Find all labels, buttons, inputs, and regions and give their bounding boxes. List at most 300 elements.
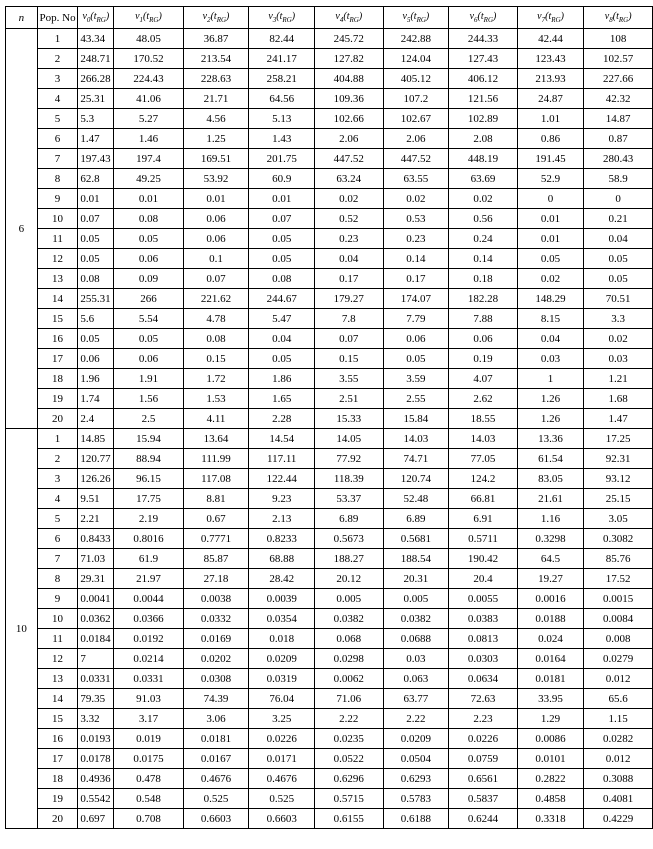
value-cell: 4.07 [449, 369, 518, 389]
pop-no-cell: 12 [37, 249, 78, 269]
value-cell: 0.0016 [517, 589, 584, 609]
value-cell: 182.28 [449, 289, 518, 309]
value-cell: 0.01 [183, 189, 249, 209]
value-cell: 0.0382 [383, 609, 449, 629]
table-row [6, 409, 653, 429]
value-cell: 0.06 [114, 249, 183, 269]
var-argument: t [279, 11, 283, 22]
value-cell: 88.94 [114, 449, 183, 469]
value-cell: 3.59 [383, 369, 449, 389]
value-cell: 0.01 [249, 189, 315, 209]
value-cell: 85.87 [183, 549, 249, 569]
value-cell: 0.0164 [517, 649, 584, 669]
var-argument-subscript: RG [216, 16, 227, 24]
value-cell: 0.012 [584, 749, 653, 769]
value-cell: 0.6561 [449, 769, 518, 789]
value-cell: 63.24 [315, 169, 384, 189]
value-cell: 0.52 [315, 209, 384, 229]
var-symbol: v [268, 11, 273, 22]
value-cell: 7.79 [383, 309, 449, 329]
value-cell: 2.22 [383, 709, 449, 729]
table-row [6, 289, 653, 309]
value-cell: 9.51 [78, 489, 114, 509]
value-cell: 0.05 [517, 249, 584, 269]
table-row [6, 489, 653, 509]
table-row [6, 749, 653, 769]
value-cell: 0.0015 [584, 589, 653, 609]
table-row [6, 29, 653, 49]
table-row [6, 709, 653, 729]
value-cell: 117.08 [183, 469, 249, 489]
value-cell: 6.89 [383, 509, 449, 529]
value-cell: 0.02 [584, 329, 653, 349]
value-cell: 0.4858 [517, 789, 584, 809]
value-cell: 0.86 [517, 129, 584, 149]
var-argument-subscript: RG [483, 16, 494, 24]
value-cell: 197.4 [114, 149, 183, 169]
table-body [6, 29, 653, 829]
value-cell: 0.18 [449, 269, 518, 289]
value-cell: 0.06 [114, 349, 183, 369]
value-cell: 1.21 [584, 369, 653, 389]
table-row [6, 389, 653, 409]
v2-header: $v_2(t_{RG})$ [183, 7, 249, 29]
results-table [5, 6, 653, 829]
value-cell: 0.1 [183, 249, 249, 269]
table-row [6, 769, 653, 789]
value-cell: 52.48 [383, 489, 449, 509]
v4-header: $v_4(t_{RG})$ [315, 7, 384, 29]
value-cell: 123.43 [517, 49, 584, 69]
value-cell: 241.17 [249, 49, 315, 69]
value-cell: 0.07 [78, 209, 114, 229]
value-cell: 0.6293 [383, 769, 449, 789]
value-cell: 244.33 [449, 29, 518, 49]
value-cell: 124.2 [449, 469, 518, 489]
value-cell: 0.08 [249, 269, 315, 289]
value-cell: 1.47 [584, 409, 653, 429]
value-cell: 0.0688 [383, 629, 449, 649]
value-cell: 0.04 [249, 329, 315, 349]
value-cell: 244.67 [249, 289, 315, 309]
value-cell: 102.67 [383, 109, 449, 129]
value-cell: 0.0167 [183, 749, 249, 769]
var-argument: t [616, 11, 619, 22]
value-cell: 14.54 [249, 429, 315, 449]
value-cell: 0.02 [449, 189, 518, 209]
value-cell: 53.92 [183, 169, 249, 189]
table-row [6, 469, 653, 489]
value-cell: 0.07 [315, 329, 384, 349]
value-cell: 2.06 [315, 129, 384, 149]
value-cell: 0.0319 [249, 669, 315, 689]
value-cell: 3.32 [78, 709, 114, 729]
pop-no-cell: 14 [37, 689, 78, 709]
pop-no-cell: 1 [37, 429, 78, 449]
value-cell: 0.0331 [78, 669, 114, 689]
value-cell: 0.08 [183, 329, 249, 349]
value-cell: 0.3082 [584, 529, 653, 549]
value-cell: 404.88 [315, 69, 384, 89]
value-cell: 83.05 [517, 469, 584, 489]
table-row [6, 369, 653, 389]
value-cell: 53.37 [315, 489, 384, 509]
pop-no-cell: 18 [37, 769, 78, 789]
value-cell: 3.55 [315, 369, 384, 389]
value-cell: 0.01 [517, 229, 584, 249]
value-cell: 228.63 [183, 69, 249, 89]
value-cell: 14.87 [584, 109, 653, 129]
value-cell: 1.56 [114, 389, 183, 409]
var-argument-subscript: RG [349, 16, 359, 24]
value-cell: 1.65 [249, 389, 315, 409]
table-row [6, 789, 653, 809]
var-index: 7 [541, 16, 546, 24]
value-cell: 0.01 [517, 209, 584, 229]
value-cell: 0.8233 [249, 529, 315, 549]
var-symbol: v [604, 11, 610, 22]
value-cell: 0.05 [78, 329, 114, 349]
value-cell: 0.5783 [383, 789, 449, 809]
value-cell: 0.15 [183, 349, 249, 369]
value-cell: 1.15 [584, 709, 653, 729]
v5-header: $v_5(t_{RG})$ [383, 7, 449, 29]
value-cell: 1.25 [183, 129, 249, 149]
value-cell: 266 [114, 289, 183, 309]
var-index: 0 [86, 16, 91, 24]
pop-no-cell: 11 [37, 629, 78, 649]
value-cell: 0.87 [584, 129, 653, 149]
value-cell: 1.86 [249, 369, 315, 389]
value-cell: 14.85 [78, 429, 114, 449]
value-cell: 0.4676 [183, 769, 249, 789]
pop-no-cell: 13 [37, 269, 78, 289]
var-argument-subscript: RG [618, 16, 629, 24]
value-cell: 3.17 [114, 709, 183, 729]
var-argument-subscript: RG [416, 16, 426, 24]
pop-no-cell: 8 [37, 569, 78, 589]
table-row [6, 109, 653, 129]
value-cell: 0.0169 [183, 629, 249, 649]
var-symbol: v [402, 11, 407, 22]
value-cell: 20.4 [449, 569, 518, 589]
n-group-cell: 10 [6, 429, 38, 829]
value-cell: 0.018 [249, 629, 315, 649]
value-cell: 72.63 [449, 689, 518, 709]
value-cell: 1.72 [183, 369, 249, 389]
table-row [6, 689, 653, 709]
pop-no-cell: 7 [37, 549, 78, 569]
value-cell: 111.99 [183, 449, 249, 469]
value-cell: 42.44 [517, 29, 584, 49]
value-cell: 0.14 [383, 249, 449, 269]
value-cell: 0.005 [315, 589, 384, 609]
value-cell: 4.11 [183, 409, 249, 429]
value-cell: 13.64 [183, 429, 249, 449]
pop-no-cell: 1 [37, 29, 78, 49]
value-cell: 0.01 [114, 189, 183, 209]
value-cell: 65.6 [584, 689, 653, 709]
pop-no-cell: 16 [37, 329, 78, 349]
value-cell: 1 [517, 369, 584, 389]
pop-no-cell: 18 [37, 369, 78, 389]
value-cell: 8.15 [517, 309, 584, 329]
value-cell: 0.0062 [315, 669, 384, 689]
value-cell: 0.06 [183, 229, 249, 249]
var-index: 2 [207, 16, 211, 24]
value-cell: 0.0184 [78, 629, 114, 649]
value-cell: 68.88 [249, 549, 315, 569]
value-cell: 0.0202 [183, 649, 249, 669]
results-table-container [5, 6, 653, 829]
value-cell: 0.05 [249, 349, 315, 369]
value-cell: 3.06 [183, 709, 249, 729]
value-cell: 0.06 [383, 329, 449, 349]
v3-header: $v_3(t_{RG})$ [249, 7, 315, 29]
value-cell: 0.0188 [517, 609, 584, 629]
value-cell: 0.02 [383, 189, 449, 209]
table-row [6, 509, 653, 529]
value-cell: 0.0522 [315, 749, 384, 769]
value-cell: 42.32 [584, 89, 653, 109]
value-cell: 0.09 [114, 269, 183, 289]
value-cell: 0.019 [114, 729, 183, 749]
value-cell: 0.4676 [249, 769, 315, 789]
value-cell: 0.06 [183, 209, 249, 229]
table-row [6, 129, 653, 149]
value-cell: 0.23 [383, 229, 449, 249]
value-cell: 405.12 [383, 69, 449, 89]
value-cell: 3.05 [584, 509, 653, 529]
value-cell: 0.0282 [584, 729, 653, 749]
value-cell: 127.43 [449, 49, 518, 69]
value-cell: 242.88 [383, 29, 449, 49]
var-argument: t [548, 11, 552, 22]
value-cell: 0.5673 [315, 529, 384, 549]
value-cell: 148.29 [517, 289, 584, 309]
value-cell: 2.51 [315, 389, 384, 409]
value-cell: 0.2822 [517, 769, 584, 789]
value-cell: 70.51 [584, 289, 653, 309]
value-cell: 27.18 [183, 569, 249, 589]
value-cell: 0.0354 [249, 609, 315, 629]
value-cell: 0.5681 [383, 529, 449, 549]
value-cell: 0.0101 [517, 749, 584, 769]
value-cell: 0.0086 [517, 729, 584, 749]
n-header: n [6, 7, 38, 29]
value-cell: 117.11 [249, 449, 315, 469]
value-cell: 0.56 [449, 209, 518, 229]
value-cell: 14.03 [383, 429, 449, 449]
table-row [6, 249, 653, 269]
v7-header: $v_7(t_{RG})$ [517, 7, 584, 29]
value-cell: 82.44 [249, 29, 315, 49]
value-cell: 1.46 [114, 129, 183, 149]
value-cell: 5.13 [249, 109, 315, 129]
var-argument-subscript: RG [282, 16, 292, 24]
value-cell: 127.82 [315, 49, 384, 69]
value-cell: 102.89 [449, 109, 518, 129]
value-cell: 0.0331 [114, 669, 183, 689]
value-cell: 0.548 [114, 789, 183, 809]
var-symbol: v [82, 11, 87, 22]
value-cell: 2.5 [114, 409, 183, 429]
value-cell: 0.07 [249, 209, 315, 229]
pop-no-cell: 2 [37, 49, 78, 69]
table-row [6, 269, 653, 289]
table-row [6, 669, 653, 689]
value-cell: 3.25 [249, 709, 315, 729]
value-cell: 0.17 [315, 269, 384, 289]
value-cell: 1.96 [78, 369, 114, 389]
value-cell: 63.69 [449, 169, 518, 189]
value-cell: 0.0041 [78, 589, 114, 609]
table-row [6, 169, 653, 189]
table-row [6, 209, 653, 229]
value-cell: 0.05 [249, 249, 315, 269]
value-cell: 0.01 [78, 189, 114, 209]
value-cell: 0.0362 [78, 609, 114, 629]
value-cell: 91.03 [114, 689, 183, 709]
value-cell: 1.43 [249, 129, 315, 149]
value-cell: 0.8016 [114, 529, 183, 549]
value-cell: 66.81 [449, 489, 518, 509]
var-index: 5 [406, 16, 411, 24]
var-argument: t [413, 11, 417, 22]
value-cell: 0.0235 [315, 729, 384, 749]
value-cell: 0.478 [114, 769, 183, 789]
value-cell: 120.77 [78, 449, 114, 469]
value-cell: 0.6188 [383, 809, 449, 829]
value-cell: 19.27 [517, 569, 584, 589]
value-cell: 0.04 [517, 329, 584, 349]
pop-no-cell: 13 [37, 669, 78, 689]
value-cell: 1.91 [114, 369, 183, 389]
value-cell: 24.87 [517, 89, 584, 109]
value-cell: 0.05 [584, 269, 653, 289]
value-cell: 21.71 [183, 89, 249, 109]
value-cell: 0.5711 [449, 529, 518, 549]
table-row [6, 649, 653, 669]
value-cell: 109.36 [315, 89, 384, 109]
value-cell: 52.9 [517, 169, 584, 189]
value-cell: 14.05 [315, 429, 384, 449]
var-argument: t [93, 11, 97, 22]
value-cell: 29.31 [78, 569, 114, 589]
value-cell: 1.16 [517, 509, 584, 529]
value-cell: 0.0181 [183, 729, 249, 749]
value-cell: 2.23 [449, 709, 518, 729]
value-cell: 0.05 [114, 229, 183, 249]
value-cell: 0.697 [78, 809, 114, 829]
value-cell: 1.74 [78, 389, 114, 409]
value-cell: 13.36 [517, 429, 584, 449]
value-cell: 0.0181 [517, 669, 584, 689]
value-cell: 0.068 [315, 629, 384, 649]
value-cell: 179.27 [315, 289, 384, 309]
var-index: 1 [139, 16, 144, 24]
value-cell: 0.6296 [315, 769, 384, 789]
value-cell: 8.81 [183, 489, 249, 509]
value-cell: 20.12 [315, 569, 384, 589]
n-group-cell: 6 [6, 29, 38, 429]
value-cell: 2.06 [383, 129, 449, 149]
value-cell: 0.0214 [114, 649, 183, 669]
value-cell: 25.31 [78, 89, 114, 109]
table-row [6, 529, 653, 549]
value-cell: 9.23 [249, 489, 315, 509]
value-cell: 0.012 [584, 669, 653, 689]
pop-no-cell: 10 [37, 609, 78, 629]
value-cell: 0.04 [584, 229, 653, 249]
value-cell: 0.05 [249, 229, 315, 249]
value-cell: 5.3 [78, 109, 114, 129]
value-cell: 48.05 [114, 29, 183, 49]
value-cell: 7.8 [315, 309, 384, 329]
value-cell: 0.0226 [249, 729, 315, 749]
value-cell: 21.61 [517, 489, 584, 509]
pop-no-cell: 19 [37, 389, 78, 409]
value-cell: 0.0504 [383, 749, 449, 769]
table-row [6, 549, 653, 569]
value-cell: 0.0178 [78, 749, 114, 769]
pop-no-cell: 9 [37, 189, 78, 209]
value-cell: 188.54 [383, 549, 449, 569]
pop-no-cell: 19 [37, 789, 78, 809]
value-cell: 227.66 [584, 69, 653, 89]
pop-no-cell: 6 [37, 129, 78, 149]
value-cell: 15.94 [114, 429, 183, 449]
value-cell: 0.063 [383, 669, 449, 689]
pop-no-cell: 5 [37, 509, 78, 529]
value-cell: 79.35 [78, 689, 114, 709]
value-cell: 0 [517, 189, 584, 209]
value-cell: 1.26 [517, 409, 584, 429]
value-cell: 2.08 [449, 129, 518, 149]
value-cell: 0.0298 [315, 649, 384, 669]
var-index: 8 [609, 16, 613, 24]
value-cell: 0.4936 [78, 769, 114, 789]
value-cell: 0.6603 [183, 809, 249, 829]
value-cell: 221.62 [183, 289, 249, 309]
value-cell: 126.26 [78, 469, 114, 489]
pop-no-cell: 11 [37, 229, 78, 249]
value-cell: 96.15 [114, 469, 183, 489]
value-cell: 0.024 [517, 629, 584, 649]
value-cell: 190.42 [449, 549, 518, 569]
value-cell: 63.77 [383, 689, 449, 709]
value-cell: 0.08 [78, 269, 114, 289]
value-cell: 0.5542 [78, 789, 114, 809]
value-cell: 0.05 [584, 249, 653, 269]
value-cell: 0.23 [315, 229, 384, 249]
value-cell: 124.04 [383, 49, 449, 69]
value-cell: 108 [584, 29, 653, 49]
value-cell: 102.66 [315, 109, 384, 129]
pop-no-cell: 17 [37, 349, 78, 369]
value-cell: 0.05 [78, 229, 114, 249]
value-cell: 0.3318 [517, 809, 584, 829]
pop-no-cell: 3 [37, 469, 78, 489]
pop-no-cell: 10 [37, 209, 78, 229]
var-symbol: v [537, 11, 542, 22]
value-cell: 92.31 [584, 449, 653, 469]
value-cell: 0.0279 [584, 649, 653, 669]
value-cell: 2.55 [383, 389, 449, 409]
value-cell: 76.04 [249, 689, 315, 709]
value-cell: 0.02 [517, 269, 584, 289]
var-index: 4 [339, 16, 344, 24]
